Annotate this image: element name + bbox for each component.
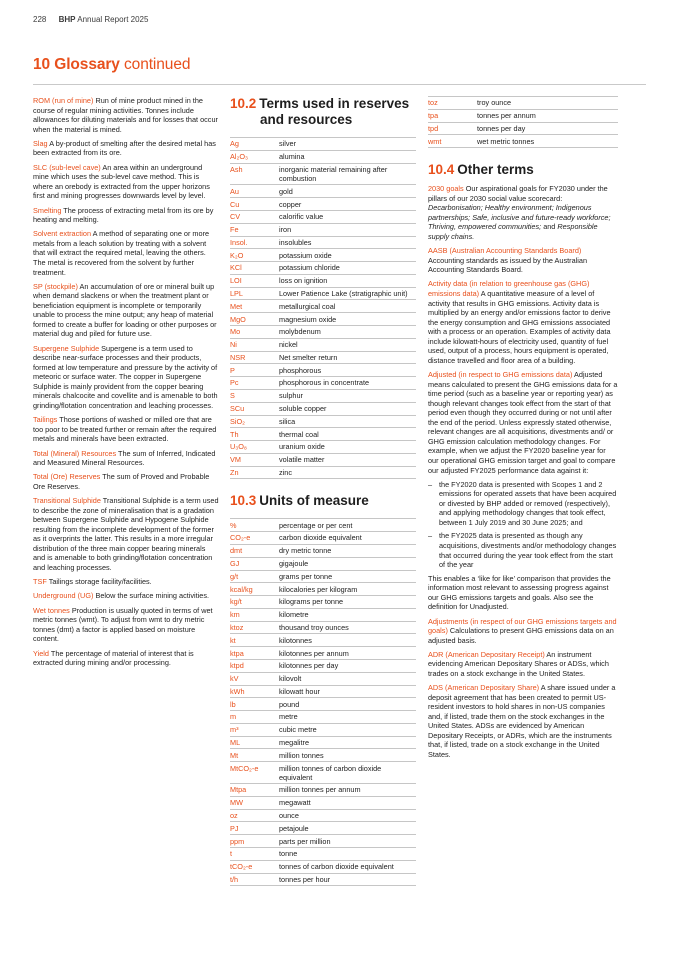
abbreviation-meaning: loss on ignition xyxy=(279,274,416,287)
table-row xyxy=(230,634,416,647)
table-row xyxy=(230,762,416,784)
abbreviation: SiO₂ xyxy=(230,415,279,428)
glossary-definition xyxy=(33,591,219,601)
abbreviation: Mo xyxy=(230,326,279,339)
title-divider xyxy=(33,84,646,85)
term-activity-data: Activity data (in relation to greenhouse gas (GHG) emissions data) xyxy=(428,279,590,298)
abbreviation-meaning: cubic metre xyxy=(279,723,416,736)
glossary-term: Supergene Sulphide xyxy=(33,343,100,353)
abbreviation-meaning: inorganic material remaining after combustion xyxy=(279,163,416,185)
abbreviation: Mtpa xyxy=(230,784,279,797)
abbreviation-meaning: insolubles xyxy=(279,236,416,249)
table-row xyxy=(230,351,416,364)
abbreviation-meaning: potassium chloride xyxy=(279,262,416,275)
definition-text: A by-product of smelting after the desired metal has been extracted from its ore. xyxy=(33,138,216,158)
abbreviation: t/h xyxy=(230,873,279,886)
abbreviation-meaning: metre xyxy=(279,711,416,724)
table-row xyxy=(230,608,416,621)
glossary-term: Yield xyxy=(33,648,49,658)
table-row xyxy=(230,809,416,822)
abbreviation-meaning: soluble copper xyxy=(279,402,416,415)
section-10-2-title-1: Terms used in reserves xyxy=(259,96,410,111)
table-row xyxy=(230,466,416,479)
abbreviation-meaning: uranium oxide xyxy=(279,441,416,454)
definition-text: A quantitative measure of a level of activity that results in GHG emissions. Activity data is multiplied by an energy and/or emissions factor to derive the energy consumption and GHG emissions associated with a process or an operation. Examples of activity data include kilowatt-hours of electricity used, quantity of fuel used, output of a process, hours equipment is operated, distance travelled and floor area of a building. xyxy=(428,288,611,365)
page-header xyxy=(33,15,148,24)
list-item: – the FY2025 data is presented as though any acquisitions, divestments and/or methodology changes that occurred during the year took effect from the start of the year xyxy=(428,531,618,569)
abbreviation: LOI xyxy=(230,274,279,287)
table-row xyxy=(230,185,416,198)
table-row xyxy=(230,848,416,861)
glossary-definition xyxy=(33,649,219,668)
table-row xyxy=(230,784,416,797)
abbreviation-meaning: phosphorous xyxy=(279,364,416,377)
abbreviation: Fe xyxy=(230,223,279,236)
abbreviation: K₂O xyxy=(230,249,279,262)
abbreviation-meaning: Net smelter return xyxy=(279,351,416,364)
table-row xyxy=(230,519,416,532)
abbreviation: S xyxy=(230,389,279,402)
term-ads: ADS (American Depositary Share) xyxy=(428,683,540,693)
abbreviation: CO₂-e xyxy=(230,532,279,545)
table-row xyxy=(230,364,416,377)
abbreviation-meaning: iron xyxy=(279,223,416,236)
abbreviation: P xyxy=(230,364,279,377)
abbreviation-meaning: gold xyxy=(279,185,416,198)
section-10-4-number: 10.4 xyxy=(428,162,455,178)
abbreviation-meaning: wet metric tonnes xyxy=(477,135,618,148)
abbreviation-meaning: silver xyxy=(279,138,416,151)
table-row xyxy=(230,723,416,736)
glossary-term: SLC (sub-level cave) xyxy=(33,162,101,172)
brand-name: BHP xyxy=(58,15,76,24)
abbreviation-meaning: pound xyxy=(279,698,416,711)
abbreviation-meaning: tonnes of carbon dioxide equivalent xyxy=(279,860,416,873)
table-row xyxy=(230,532,416,545)
abbreviation-meaning: metallurgical coal xyxy=(279,300,416,313)
table-row xyxy=(230,685,416,698)
table-row xyxy=(230,415,416,428)
glossary-definition xyxy=(33,577,219,587)
abbreviation-meaning: kilograms per tonne xyxy=(279,596,416,609)
section-10-2-heading xyxy=(230,96,416,128)
glossary-definition xyxy=(33,449,219,468)
abbreviation: kWh xyxy=(230,685,279,698)
abbreviation: kV xyxy=(230,672,279,685)
table-row xyxy=(428,97,618,110)
table-row xyxy=(230,698,416,711)
abbreviation: % xyxy=(230,519,279,532)
abbreviation: m xyxy=(230,711,279,724)
abbreviation: ML xyxy=(230,736,279,749)
abbreviation: kcal/kg xyxy=(230,583,279,596)
abbreviation: Insol. xyxy=(230,236,279,249)
glossary-term: Solvent extraction xyxy=(33,229,92,239)
glossary-definition xyxy=(33,206,219,225)
abbreviation: kg/t xyxy=(230,596,279,609)
definition-text: Transitional Sulphide is a term used to describe the zone of mineralisation that is a gradation between Supergene Sulphide and Hypogene Sulphide resulting from the incomplete development of the former as it overprints the latter. This results in a more irregular distribution of the three main copper bearing minerals and is amenable to both grinding/flotation concentration and leaching processes. xyxy=(33,496,219,572)
abbreviation: wmt xyxy=(428,135,477,148)
abbreviation-meaning: parts per million xyxy=(279,835,416,848)
abbreviation-meaning: nickel xyxy=(279,338,416,351)
table-row xyxy=(230,796,416,809)
definition-text: An instrument evidencing American Depositary Shares or ADSs, which trades on a stock exchange in the United States. xyxy=(428,649,609,678)
glossary-term: Slag xyxy=(33,138,48,148)
abbreviation-meaning: megawatt xyxy=(279,796,416,809)
glossary-definition xyxy=(33,163,219,201)
glossary-definition xyxy=(33,472,219,491)
abbreviation: MW xyxy=(230,796,279,809)
units-table xyxy=(230,518,416,886)
term-aasb: AASB (Australian Accounting Standards Board) xyxy=(428,246,582,256)
glossary-column-3 xyxy=(428,96,618,764)
table-row xyxy=(230,749,416,762)
abbreviation-meaning: thousand troy ounces xyxy=(279,621,416,634)
abbreviation-meaning: percentage or per cent xyxy=(279,519,416,532)
glossary-term: Underground (UG) xyxy=(33,591,94,601)
definition-adjustments xyxy=(428,617,618,646)
abbreviation: Ash xyxy=(230,163,279,185)
abbreviation-meaning: magnesium oxide xyxy=(279,313,416,326)
glossary-term: SP (stockpile) xyxy=(33,281,78,291)
glossary-definition xyxy=(33,139,219,158)
page-number: 228 xyxy=(33,15,47,24)
definition-2030-goals xyxy=(428,184,618,241)
table-row xyxy=(428,109,618,122)
abbreviation: ktpa xyxy=(230,647,279,660)
definition-adr xyxy=(428,650,618,679)
table-row xyxy=(230,138,416,151)
page-title xyxy=(33,56,190,74)
table-row xyxy=(230,660,416,673)
section-title: Glossary xyxy=(54,56,120,73)
abbreviation: Th xyxy=(230,428,279,441)
abbreviation-meaning: kilotonnes xyxy=(279,634,416,647)
section-10-4-title: Other terms xyxy=(457,162,534,178)
abbreviation: Ag xyxy=(230,138,279,151)
glossary-term: Transitional Sulphide xyxy=(33,496,101,506)
abbreviation: MtCO₂-e xyxy=(230,762,279,784)
list-item: – the FY2020 data is presented with Scopes 1 and 2 emissions for operated assets that have been acquired or divested by BHP added or removed (respectively), and applying methodology changes that took effect, between 1 July 2019 and 30 June 2025; and xyxy=(428,480,618,528)
adjusted-bullet-list xyxy=(428,480,618,570)
table-row xyxy=(230,377,416,390)
table-row xyxy=(230,338,416,351)
abbreviation-meaning: copper xyxy=(279,198,416,211)
term-adjusted: Adjusted (in respect to GHG emissions data) xyxy=(428,370,573,380)
abbreviation: toz xyxy=(428,97,477,110)
table-row xyxy=(230,274,416,287)
abbreviation-meaning: megalitre xyxy=(279,736,416,749)
abbreviation-meaning: sulphur xyxy=(279,389,416,402)
table-row xyxy=(230,236,416,249)
abbreviation: ktoz xyxy=(230,621,279,634)
definition-text: An area within an underground mine which uses the sub-level cave method. This is where an orebody is extracted from the upper horizons first and mining progresses downwards level by level. xyxy=(33,162,210,201)
table-row xyxy=(230,544,416,557)
abbreviation-meaning: kilotonnes per annum xyxy=(279,647,416,660)
section-10-2-title-2: and resources xyxy=(260,112,353,127)
abbreviation: tpd xyxy=(428,122,477,135)
table-row xyxy=(230,860,416,873)
abbreviation-meaning: tonnes per day xyxy=(477,122,618,135)
abbreviation: Met xyxy=(230,300,279,313)
glossary-definition xyxy=(33,496,219,572)
glossary-definition xyxy=(33,606,219,644)
abbreviation-meaning: gigajoule xyxy=(279,557,416,570)
abbreviation: NSR xyxy=(230,351,279,364)
definition-text: The sum of Inferred, Indicated and Measured Mineral Resources. xyxy=(33,448,216,468)
definition-text: Run of mine product mined in the course of regular mining activities. Tonnes include allowances for diluting materials and for losses that occur when the material is mined. xyxy=(33,96,218,134)
table-row xyxy=(230,313,416,326)
table-row xyxy=(230,557,416,570)
abbreviation-meaning: dry metric tonne xyxy=(279,544,416,557)
glossary-term: Wet tonnes xyxy=(33,605,70,615)
abbreviation: Al₂O₃ xyxy=(230,150,279,163)
abbreviation: kt xyxy=(230,634,279,647)
definition-text: A share issued under a deposit agreement that has been created to permit US-resident investors to hold shares in non-US companies and, if listed, trade them on the stock exchanges in the United States. ADSs are evidenced by American Depositary Receipts, or ADRs, which are the instruments that, if listed, trade on a stock exchange in the United States. xyxy=(428,683,616,760)
abbreviation: km xyxy=(230,608,279,621)
section-10-2-number: 10.2 xyxy=(230,96,257,111)
abbreviation: ktpd xyxy=(230,660,279,673)
abbreviation-meaning: petajoule xyxy=(279,822,416,835)
definition-activity-data xyxy=(428,279,618,365)
glossary-definition xyxy=(33,344,219,411)
table-row xyxy=(230,262,416,275)
abbreviation-meaning: carbon dioxide equivalent xyxy=(279,532,416,545)
glossary-term: ROM (run of mine) xyxy=(33,96,94,105)
table-row xyxy=(230,249,416,262)
section-10-4-heading xyxy=(428,162,618,178)
term-adr: ADR (American Depositary Receipt) xyxy=(428,649,545,659)
term-2030-goals: 2030 goals xyxy=(428,184,464,194)
abbreviation: m³ xyxy=(230,723,279,736)
section-10-3-title: Units of measure xyxy=(259,493,369,509)
table-row xyxy=(230,873,416,886)
abbreviation-meaning: volatile matter xyxy=(279,453,416,466)
abbreviation: Ni xyxy=(230,338,279,351)
abbreviation: LPL xyxy=(230,287,279,300)
table-row xyxy=(230,150,416,163)
abbreviation-meaning: million tonnes per annum xyxy=(279,784,416,797)
table-row xyxy=(428,122,618,135)
definition-text-italic: Decarbonisation; Healthy environment; Indigenous partnerships; Safe, inclusive and future-ready workforce; Thriving, empowered communities; xyxy=(428,203,611,232)
abbreviation: U₃O₈ xyxy=(230,441,279,454)
units-table-continued xyxy=(428,96,618,148)
glossary-term: Total (Ore) Reserves xyxy=(33,472,101,482)
table-row xyxy=(230,300,416,313)
glossary-definition xyxy=(33,96,219,134)
glossary-term: Tailings xyxy=(33,415,58,425)
section-10-3-heading xyxy=(230,493,416,509)
table-row xyxy=(230,621,416,634)
definition-ads xyxy=(428,683,618,759)
abbreviation: g/t xyxy=(230,570,279,583)
abbreviation-meaning: million tonnes of carbon dioxide equivalent xyxy=(279,762,416,784)
abbreviation-meaning: Lower Patience Lake (stratigraphic unit) xyxy=(279,287,416,300)
glossary-column-1 xyxy=(33,96,219,672)
abbreviation-meaning: kilovolt xyxy=(279,672,416,685)
table-row xyxy=(230,736,416,749)
abbreviation-meaning: phosphorous in concentrate xyxy=(279,377,416,390)
glossary-definition xyxy=(33,415,219,444)
abbreviation-meaning: kilometre xyxy=(279,608,416,621)
table-row xyxy=(230,211,416,224)
abbreviation: MgO xyxy=(230,313,279,326)
table-row xyxy=(230,570,416,583)
reserves-terms-table xyxy=(230,137,416,479)
abbreviation: tpa xyxy=(428,109,477,122)
glossary-term: Total (Mineral) Resources xyxy=(33,448,117,458)
definition-text: Our aspirational goals for FY2030 under the pillars of our 2030 social value scorecard: xyxy=(428,184,608,203)
table-row xyxy=(428,135,618,148)
table-row xyxy=(230,389,416,402)
abbreviation: dmt xyxy=(230,544,279,557)
abbreviation-meaning: troy ounce xyxy=(477,97,618,110)
definition-text: A method of separating one or more metals from a leach solution by treating with a solvent that will extract the required metal, leaving the others. The metal is recovered from the solvent by further treatment. xyxy=(33,229,210,277)
abbreviation: KCl xyxy=(230,262,279,275)
abbreviation: t xyxy=(230,848,279,861)
abbreviation-meaning: silica xyxy=(279,415,416,428)
definition-text: Below the surface mining activities. xyxy=(95,591,210,601)
abbreviation: lb xyxy=(230,698,279,711)
section-number: 10 xyxy=(33,56,51,73)
section-continued: continued xyxy=(124,56,191,73)
abbreviation: Mt xyxy=(230,749,279,762)
abbreviation-meaning: million tonnes xyxy=(279,749,416,762)
abbreviation-meaning: ounce xyxy=(279,809,416,822)
abbreviation-meaning: kilocalories per kilogram xyxy=(279,583,416,596)
table-row xyxy=(230,822,416,835)
definition-text: Calculations to present GHG emissions data on an adjusted basis. xyxy=(428,626,614,645)
table-row xyxy=(230,711,416,724)
table-row xyxy=(230,287,416,300)
abbreviation-meaning: molybdenum xyxy=(279,326,416,339)
abbreviation: Au xyxy=(230,185,279,198)
definition-text: The percentage of material of interest that is extracted during mining and/or processing. xyxy=(33,648,194,668)
definition-text: The process of extracting metal from its ore by heating and melting. xyxy=(33,205,214,225)
definition-text: Adjusted means calculated to present the GHG emissions data for a time period (such as a baseline year or reporting year) as though relevant changes took effect from the start of that period even though they occurred during or not until after the end of the period. Unless expressly stated otherwise, relevant changes are all acquisitions, divestments and/ or GHG emission calculation methodology changes. For example, when we adjust the FY2020 baseline year for our operational GHG emission target and goal to compare our adjusted FY2025 performance data against it: xyxy=(428,370,618,475)
definition-text: Supergene is a term used to describe near-surface processes and their products, formed at low temperature and pressure by the activity of meteoric or surface water. The copper in Supergene Sulphide is mainly provident from the copper bearing minerals chalcocite and covellite and is amenable to both grinding/flotation concentration and leaching processes. xyxy=(33,343,218,410)
abbreviation: VM xyxy=(230,453,279,466)
glossary-column-2 xyxy=(230,96,416,886)
abbreviation: tCO₂-e xyxy=(230,860,279,873)
term-adjustments: Adjustments (in respect of our GHG emissions targets and goals) xyxy=(428,616,617,636)
abbreviation-meaning: tonnes per hour xyxy=(279,873,416,886)
table-row xyxy=(230,428,416,441)
abbreviation: CV xyxy=(230,211,279,224)
table-row xyxy=(230,326,416,339)
definition-text-italic: Responsible supply chains. xyxy=(428,222,598,241)
definition-text: Production is usually quoted in terms of wet metric tonnes (wmt). To adjust from wmt to dry metric tonnes (dmt) a factor is applied based on moisture content. xyxy=(33,605,213,644)
abbreviation-meaning: kilotonnes per day xyxy=(279,660,416,673)
report-name: Annual Report 2025 xyxy=(77,15,149,24)
table-row xyxy=(230,596,416,609)
glossary-definition xyxy=(33,229,219,277)
abbreviation-meaning: zinc xyxy=(279,466,416,479)
table-row xyxy=(230,223,416,236)
definition-text: Those portions of washed or milled ore that are too poor to be treated further or remain after the required metals and minerals have been extracted. xyxy=(33,415,217,444)
table-row xyxy=(230,583,416,596)
definition-text: and xyxy=(543,222,556,232)
abbreviation: oz xyxy=(230,809,279,822)
table-row xyxy=(230,402,416,415)
abbreviation-meaning: grams per tonne xyxy=(279,570,416,583)
abbreviation-meaning: thermal coal xyxy=(279,428,416,441)
glossary-definition xyxy=(33,282,219,339)
definition-text: Accounting standards as issued by the Australian Accounting Standards Board. xyxy=(428,255,588,275)
table-row xyxy=(230,441,416,454)
abbreviation-meaning: potassium oxide xyxy=(279,249,416,262)
abbreviation-meaning: kilowatt hour xyxy=(279,685,416,698)
definition-like-for-like: This enables a ‘like for like’ comparison that provides the information most relevant to assessing progress against our GHG emissions targets and goals. Also see the definition for Unadjusted. xyxy=(428,573,611,612)
abbreviation: PJ xyxy=(230,822,279,835)
abbreviation-meaning: calorific value xyxy=(279,211,416,224)
glossary-term: TSF xyxy=(33,577,47,587)
definition-adjusted xyxy=(428,370,618,475)
abbreviation: SCu xyxy=(230,402,279,415)
section-10-3-number: 10.3 xyxy=(230,493,257,509)
abbreviation-meaning: tonnes per annum xyxy=(477,109,618,122)
table-row xyxy=(230,198,416,211)
abbreviation-meaning: tonne xyxy=(279,848,416,861)
abbreviation-meaning: alumina xyxy=(279,150,416,163)
abbreviation: Cu xyxy=(230,198,279,211)
abbreviation: Zn xyxy=(230,466,279,479)
definition-text: An accumulation of ore or mineral built up when demand slackens or when the treatment plant or beneficiation equipment is incomplete or temporarily unable to process the mine output; any heap of material formed to create a buffer for loading or other purposes or material dug and piled for future use. xyxy=(33,281,217,339)
abbreviation: Pc xyxy=(230,377,279,390)
table-row xyxy=(230,453,416,466)
abbreviation: ppm xyxy=(230,835,279,848)
abbreviation: GJ xyxy=(230,557,279,570)
table-row xyxy=(230,835,416,848)
table-row xyxy=(230,647,416,660)
table-row xyxy=(230,672,416,685)
definition-aasb xyxy=(428,246,618,275)
definition-text: Tailings storage facility/facilities. xyxy=(48,577,152,587)
table-row xyxy=(230,163,416,185)
glossary-term: Smelting xyxy=(33,205,62,215)
definition-text: The sum of Proved and Probable Ore Reserves. xyxy=(33,472,210,491)
